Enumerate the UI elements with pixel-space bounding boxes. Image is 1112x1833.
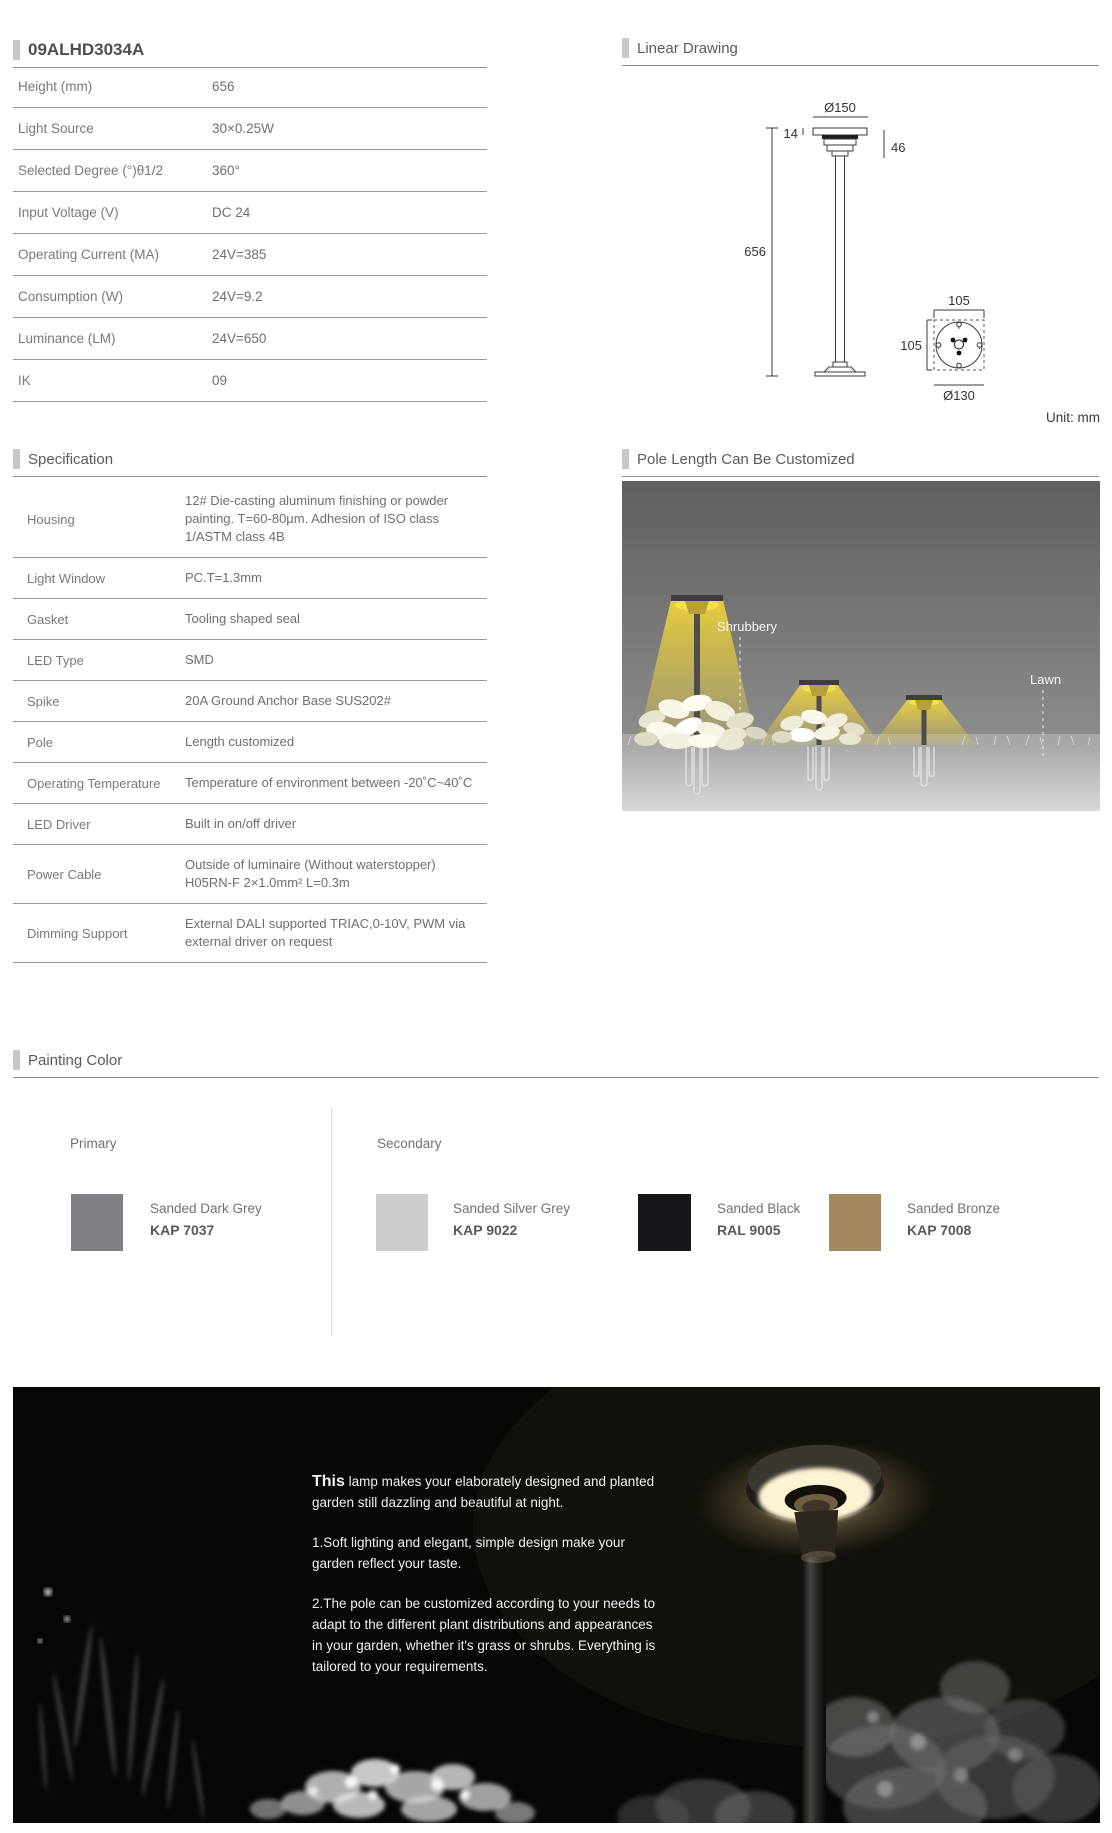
spec-value: Length customized [185,734,295,749]
table-row [13,558,487,599]
promo-intro-bold: This [312,1473,345,1490]
table-row [13,150,487,192]
quick-spec-table [13,66,487,402]
table-row [13,845,487,904]
spec-label: Dimming Support [27,925,128,941]
dimension-drawing [600,72,1100,417]
color-name: Sanded Black [717,1201,801,1216]
spec-value: 360° [212,163,240,178]
spec-value: Tooling shaped seal [185,611,300,626]
shrubbery-label: Shrubbery [717,619,777,634]
product-header [13,40,487,68]
color-name: Sanded Bronze [907,1201,1001,1216]
color-swatch-black [638,1194,691,1251]
painting-color-header [13,1050,1099,1078]
color-code: RAL 9005 [717,1222,781,1238]
spec-label: Selected Degree (°)θ1/2 [18,163,163,178]
table-row [13,681,487,722]
customization-header [622,449,1099,477]
spec-value: 30×0.25W [212,121,274,136]
base-bottom-view [927,310,984,385]
dim-cap-height: 14 [783,126,798,141]
specification-header [13,449,487,477]
pole-customization-illustration [622,481,1100,811]
promo-text [312,1471,664,1696]
spec-value: 24V=9.2 [212,289,263,304]
table-row [13,234,487,276]
color-swatch-silver-grey [376,1194,428,1251]
spec-value: PC.T=1.3mm [185,570,262,585]
spec-value: 20A Ground Anchor Base SUS202# [185,693,391,708]
spec-value: SMD [185,652,214,667]
specification-table [13,481,487,963]
table-row [13,318,487,360]
spec-label: LED Type [27,652,84,668]
spec-label: Light Source [18,121,94,136]
spec-label: Spike [27,693,60,709]
spec-label: LED Driver [27,816,91,832]
color-swatch-dark-grey [71,1194,123,1251]
lamp-pole [802,1537,826,1823]
table-row [13,481,487,558]
header-accent-bar [13,449,20,469]
dim-base-spacing-top: 105 [948,293,970,308]
product-model: 09ALHD3034A [28,40,145,59]
color-code: KAP 7037 [150,1222,215,1238]
spec-label: Consumption (W) [18,289,124,304]
section-title: Pole Length Can Be Customized [637,450,855,468]
spec-value: Built in on/off driver [185,816,297,831]
promo-point-2: 2.The pole can be customized according to your needs to adapt to the different plant distributions and appearances in your garden, whether it's grass or shrubs. Everything is tailored to your requirements. [312,1596,656,1674]
header-accent-bar [622,38,629,58]
linear-drawing-header [622,38,1099,66]
spec-label: Light Window [27,570,106,586]
color-code: KAP 9022 [453,1222,518,1238]
dim-pole-height: 656 [744,244,766,259]
header-accent-bar [13,40,20,60]
table-row [13,276,487,318]
spec-label: Pole [27,734,54,750]
color-name: Sanded Dark Grey [150,1201,262,1216]
primary-secondary-divider [331,1108,332,1336]
promo-intro-rest: lamp makes your elaborately designed and planted garden still dazzling and beautiful at night. [312,1474,655,1510]
spec-label: Power Cable [27,866,102,882]
table-row [13,722,487,763]
linear-drawing [600,72,1100,417]
spec-value: External DALI supported TRIAC,0-10V, PWM via external driver on request [185,916,466,949]
spec-value: 24V=385 [212,247,267,262]
night-garden-photo [13,1387,1100,1823]
spec-value: 12# Die-casting aluminum finishing or powder painting. T=60-80μm. Adhesion of ISO class 1/ASTM class 4B [185,493,449,544]
section-title: Painting Color [28,1051,123,1069]
table-row [13,192,487,234]
unit-label: Unit: mm [1046,410,1100,425]
color-swatch-bronze [829,1194,881,1251]
header-accent-bar [622,449,629,469]
spec-label: Luminance (LM) [18,331,116,346]
table-row [13,763,487,804]
color-name: Sanded Silver Grey [453,1201,571,1216]
dim-base-spacing-side: 105 [900,338,922,353]
spec-label: Housing [27,511,75,527]
header-accent-bar [13,1050,20,1070]
primary-group-label: Primary [70,1136,117,1151]
dim-head-diameter: Ø150 [824,100,856,115]
dim-head-height: 46 [891,140,906,155]
promo-point-1: 1.Soft lighting and elegant, simple design make your garden reflect your taste. [312,1535,625,1571]
section-title: Linear Drawing [637,39,738,57]
spec-label: Operating Current (MA) [18,247,160,262]
spec-label: Operating Temperature [27,775,161,791]
spec-label: Height (mm) [18,79,93,94]
spec-label: IK [18,373,31,388]
spec-value: 24V=650 [212,331,267,346]
promo-intro [312,1471,664,1513]
lamp-front-view [766,117,884,376]
table-row [13,804,487,845]
spec-value: Outside of luminaire (Without waterstopper) H05RN-F 2×1.0mm² L=0.3m [185,857,436,890]
table-row [13,108,487,150]
table-row [13,66,487,108]
spec-value: Temperature of environment between -20˚C~40˚C [185,775,473,790]
table-row [13,599,487,640]
color-code: KAP 7008 [907,1222,972,1238]
spec-value: 09 [212,373,228,388]
lawn-label: Lawn [1030,672,1062,687]
spec-value: DC 24 [212,205,251,220]
table-row [13,904,487,963]
section-title: Specification [28,450,114,468]
spec-value: 656 [212,79,235,94]
spec-label: Input Voltage (V) [18,205,119,220]
table-row [13,360,487,402]
table-row [13,640,487,681]
spec-label: Gasket [27,611,69,627]
secondary-group-label: Secondary [377,1136,442,1151]
dim-base-diameter: Ø130 [943,388,975,403]
